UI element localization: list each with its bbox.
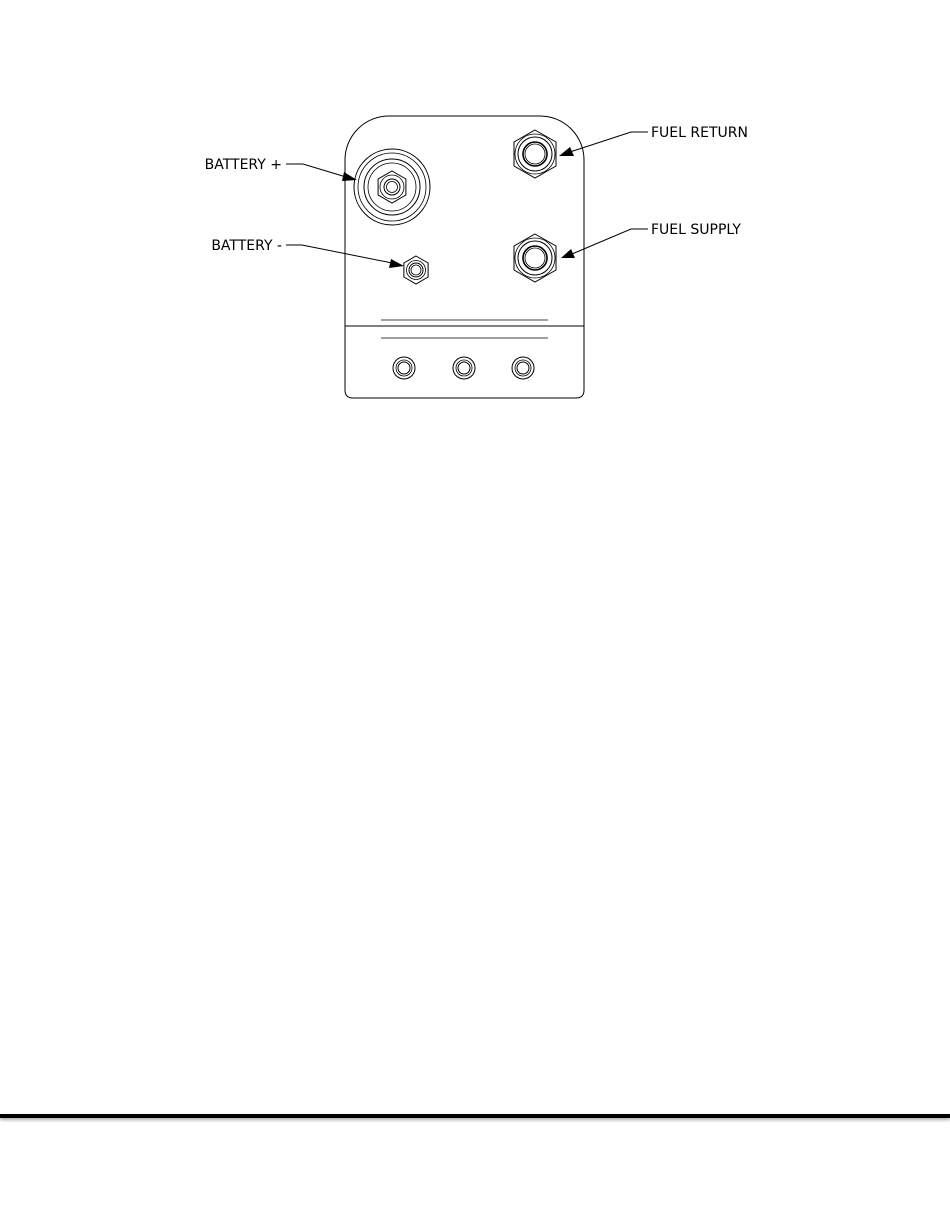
battery-positive-label: BATTERY + xyxy=(204,157,282,173)
panel-outline xyxy=(345,116,584,398)
battery-negative-arrowhead xyxy=(389,259,404,268)
fuel-return-label: FUEL RETURN xyxy=(651,125,748,141)
battery-positive-callout xyxy=(205,157,357,181)
fuel-return-arrowhead xyxy=(559,147,574,156)
battery-positive-arrowhead xyxy=(342,172,357,181)
battery-negative-terminal xyxy=(404,256,428,284)
lower-port-row xyxy=(393,357,534,379)
fuel-supply-arrowhead xyxy=(561,249,575,258)
lower-port xyxy=(453,357,475,379)
lower-port xyxy=(393,357,415,379)
battery-negative-label: BATTERY - xyxy=(211,238,282,254)
fuel-return-fitting xyxy=(514,130,556,178)
panel xyxy=(345,116,584,398)
footer-rule xyxy=(0,1114,950,1118)
battery-negative-callout xyxy=(211,238,404,268)
lower-port xyxy=(512,357,534,379)
fuel-supply-fitting xyxy=(514,234,556,282)
fuel-return-callout xyxy=(559,125,748,156)
fuel-supply-callout xyxy=(561,222,741,258)
battery-positive-terminal xyxy=(354,149,430,225)
fuel-supply-label: FUEL SUPPLY xyxy=(651,222,741,238)
